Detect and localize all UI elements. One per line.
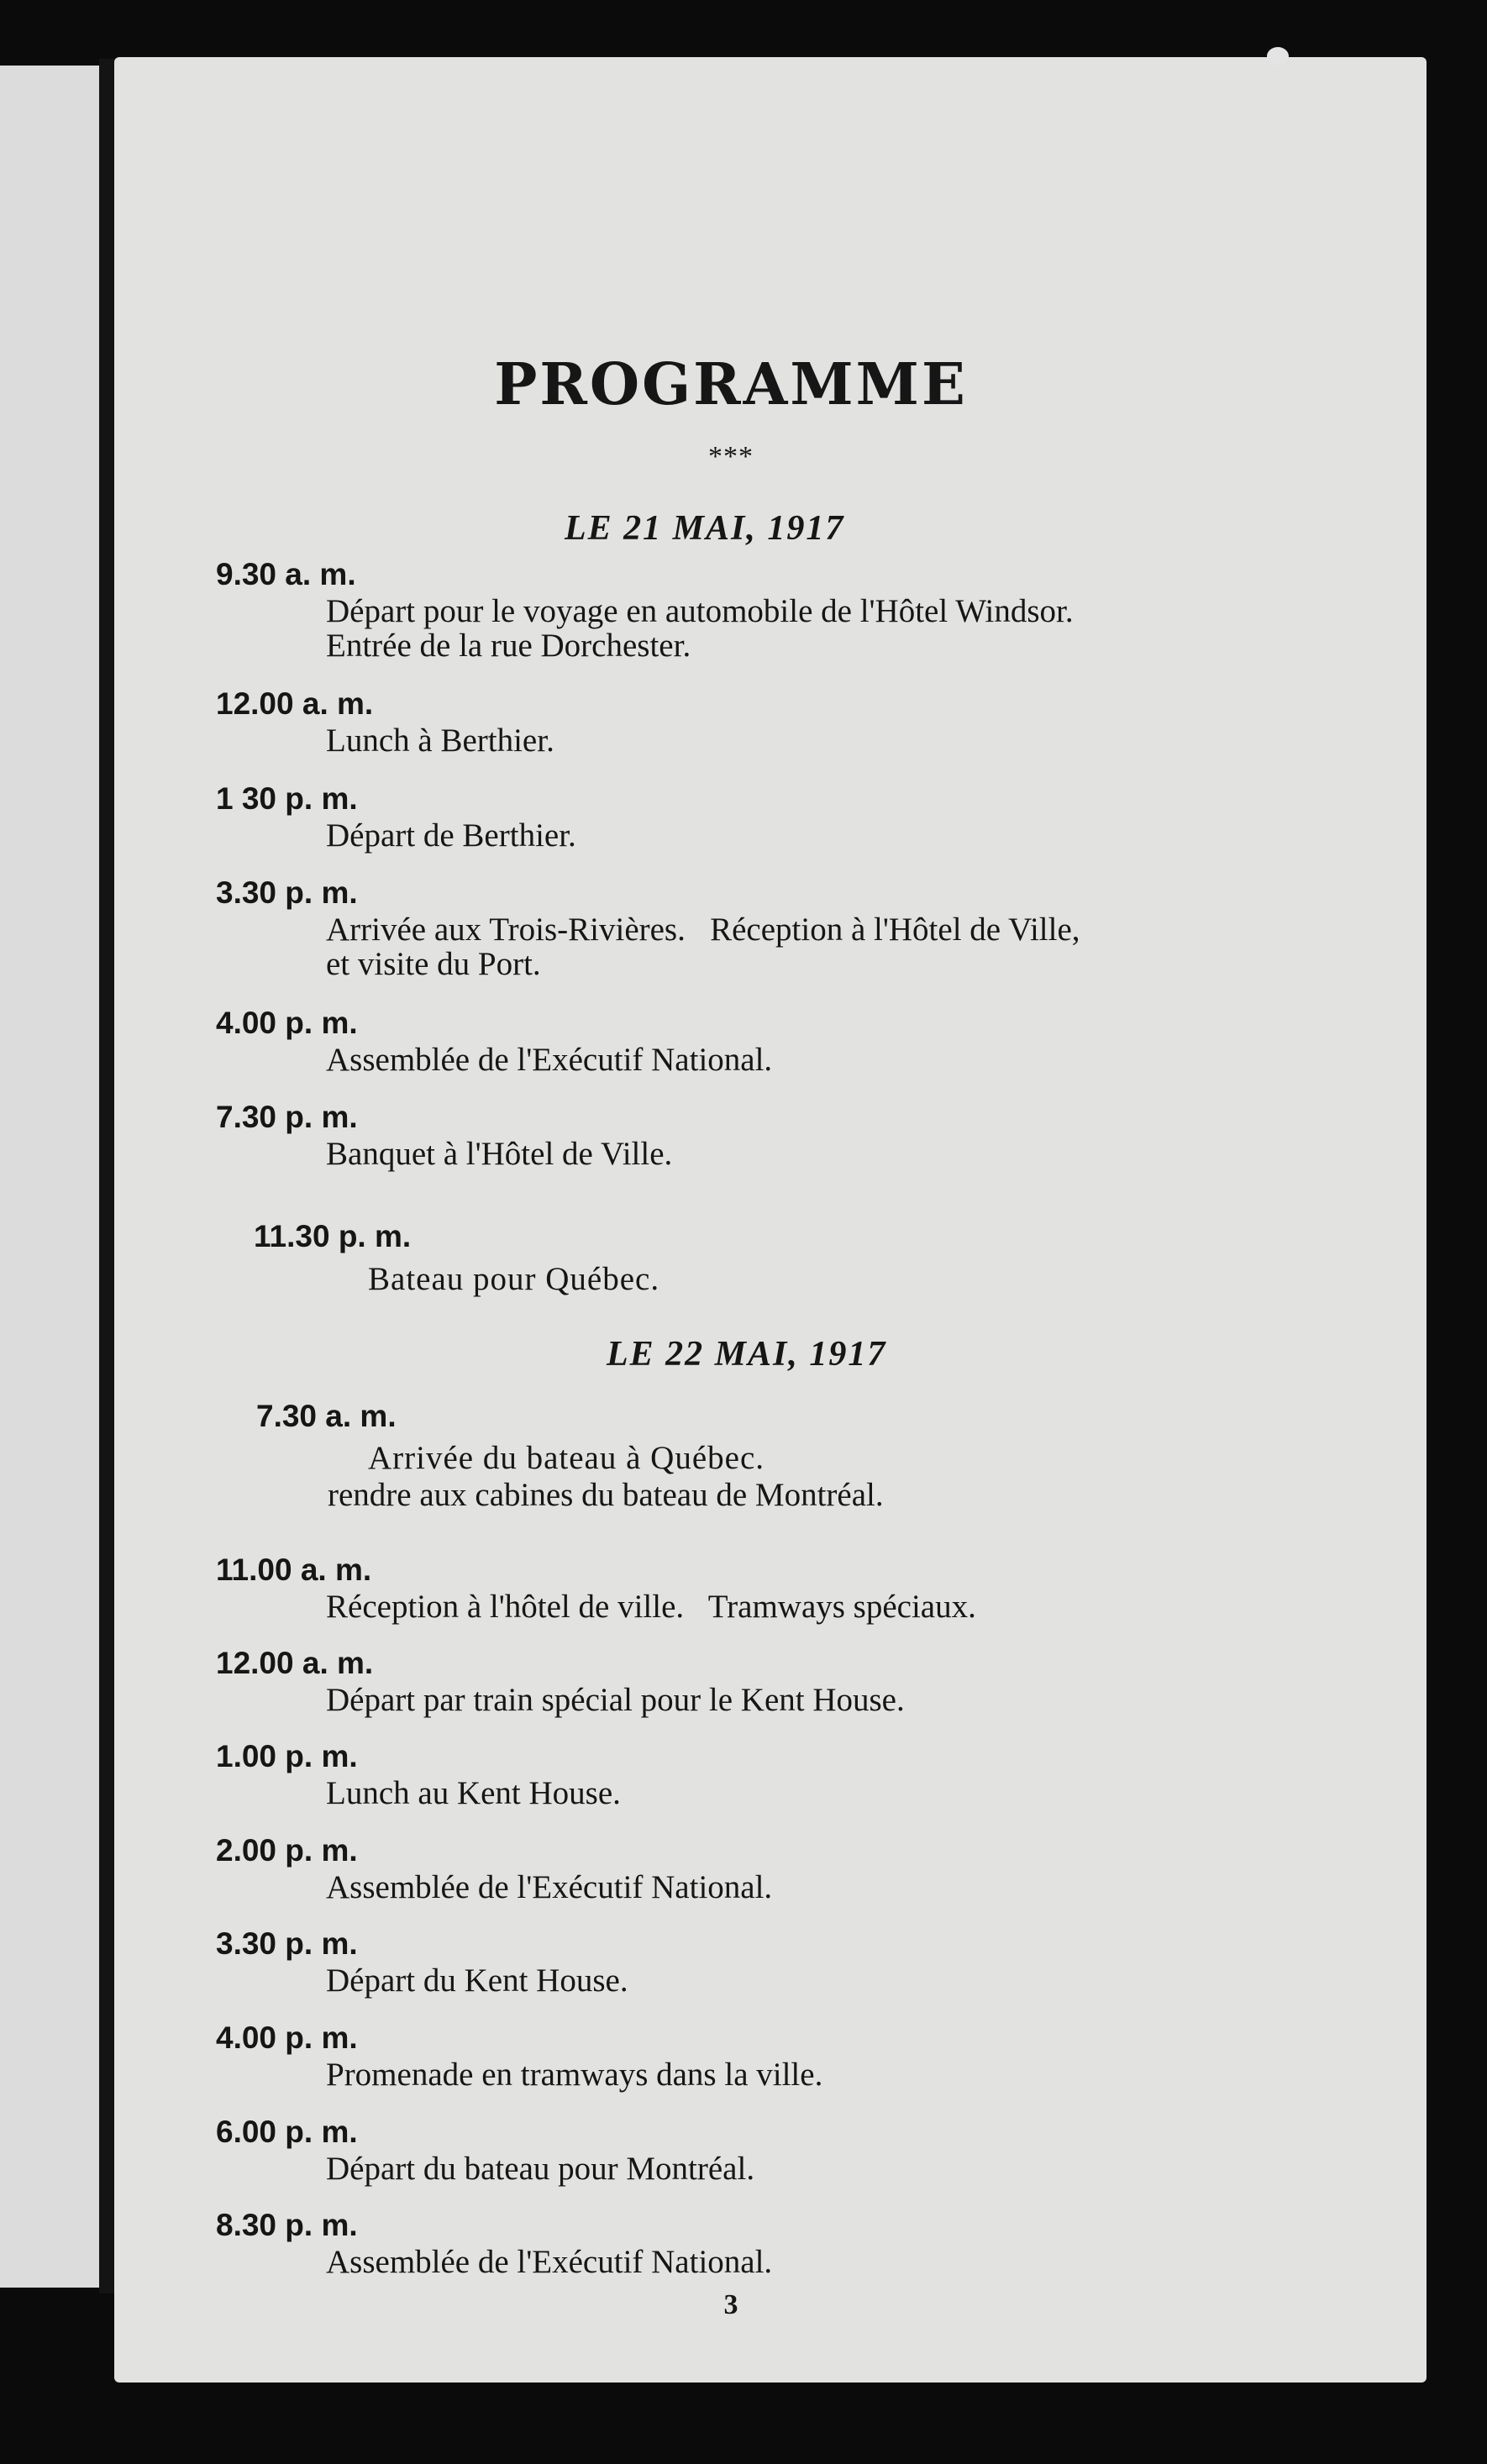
event-description: et visite du Port. <box>326 946 541 982</box>
event-time: 3.30 p. m. <box>216 875 358 910</box>
event-description: Assemblée de l'Exécutif National. <box>326 1042 773 1078</box>
title-ornament: *** <box>708 441 754 472</box>
page-title: PROGRAMME <box>494 351 968 418</box>
event-description: Assemblée de l'Exécutif National. <box>326 1869 773 1905</box>
event-time: 3.30 p. m. <box>216 1926 358 1961</box>
event-description: Promenade en tramways dans la ville. <box>326 2057 823 2093</box>
event-description: Lunch au Kent House. <box>326 1775 621 1811</box>
event-description: Arrivée aux Trois-Rivières. Réception à l'Hôtel de Ville, <box>326 912 1080 948</box>
page-number: 3 <box>723 2289 738 2320</box>
event-description: Entrée de la rue Dorchester. <box>326 628 691 664</box>
cut-off-text-line: rendre aux cabines du bateau de Montréal. <box>328 1477 884 1513</box>
event-time: 9.30 a. m. <box>216 557 356 591</box>
event-time: 1 30 p. m. <box>216 781 358 816</box>
event-time: 12.00 a. m. <box>216 1646 374 1680</box>
event-description: Réception à l'hôtel de ville. Tramways spéciaux. <box>326 1589 976 1625</box>
paper-tear <box>1267 47 1289 66</box>
event-description: Assemblée de l'Exécutif National. <box>326 2244 773 2280</box>
event-description: Départ par train spécial pour le Kent House. <box>326 1682 905 1718</box>
event-time: 4.00 p. m. <box>216 1006 358 1040</box>
event-time: 4.00 p. m. <box>216 2020 358 2055</box>
event-time: 1.00 p. m. <box>216 1739 358 1773</box>
event-description: Bateau pour Québec. <box>368 1261 660 1297</box>
event-description: Départ du Kent House. <box>326 1962 628 1999</box>
day-1-date: LE 21 MAI, 1917 <box>565 509 845 548</box>
event-description: Départ pour le voyage en automobile de l'Hôtel Windsor. <box>326 593 1074 629</box>
event-description: Arrivée du bateau à Québec. <box>368 1440 765 1476</box>
event-time: 2.00 p. m. <box>216 1833 358 1868</box>
event-time: 11.30 p. m. <box>254 1219 412 1253</box>
event-time: 8.30 p. m. <box>216 2208 358 2242</box>
event-time: 6.00 p. m. <box>216 2115 358 2149</box>
event-time: 7.30 a. m. <box>256 1399 397 1433</box>
event-description: Lunch à Berthier. <box>326 722 554 759</box>
day-2-date: LE 22 MAI, 1917 <box>607 1335 887 1374</box>
event-time: 12.00 a. m. <box>216 686 374 721</box>
event-description: Banquet à l'Hôtel de Ville. <box>326 1136 673 1172</box>
event-description: Départ de Berthier. <box>326 817 576 854</box>
event-time: 11.00 a. m. <box>216 1552 372 1587</box>
event-description: Départ du bateau pour Montréal. <box>326 2151 755 2187</box>
event-time: 7.30 p. m. <box>216 1100 358 1134</box>
